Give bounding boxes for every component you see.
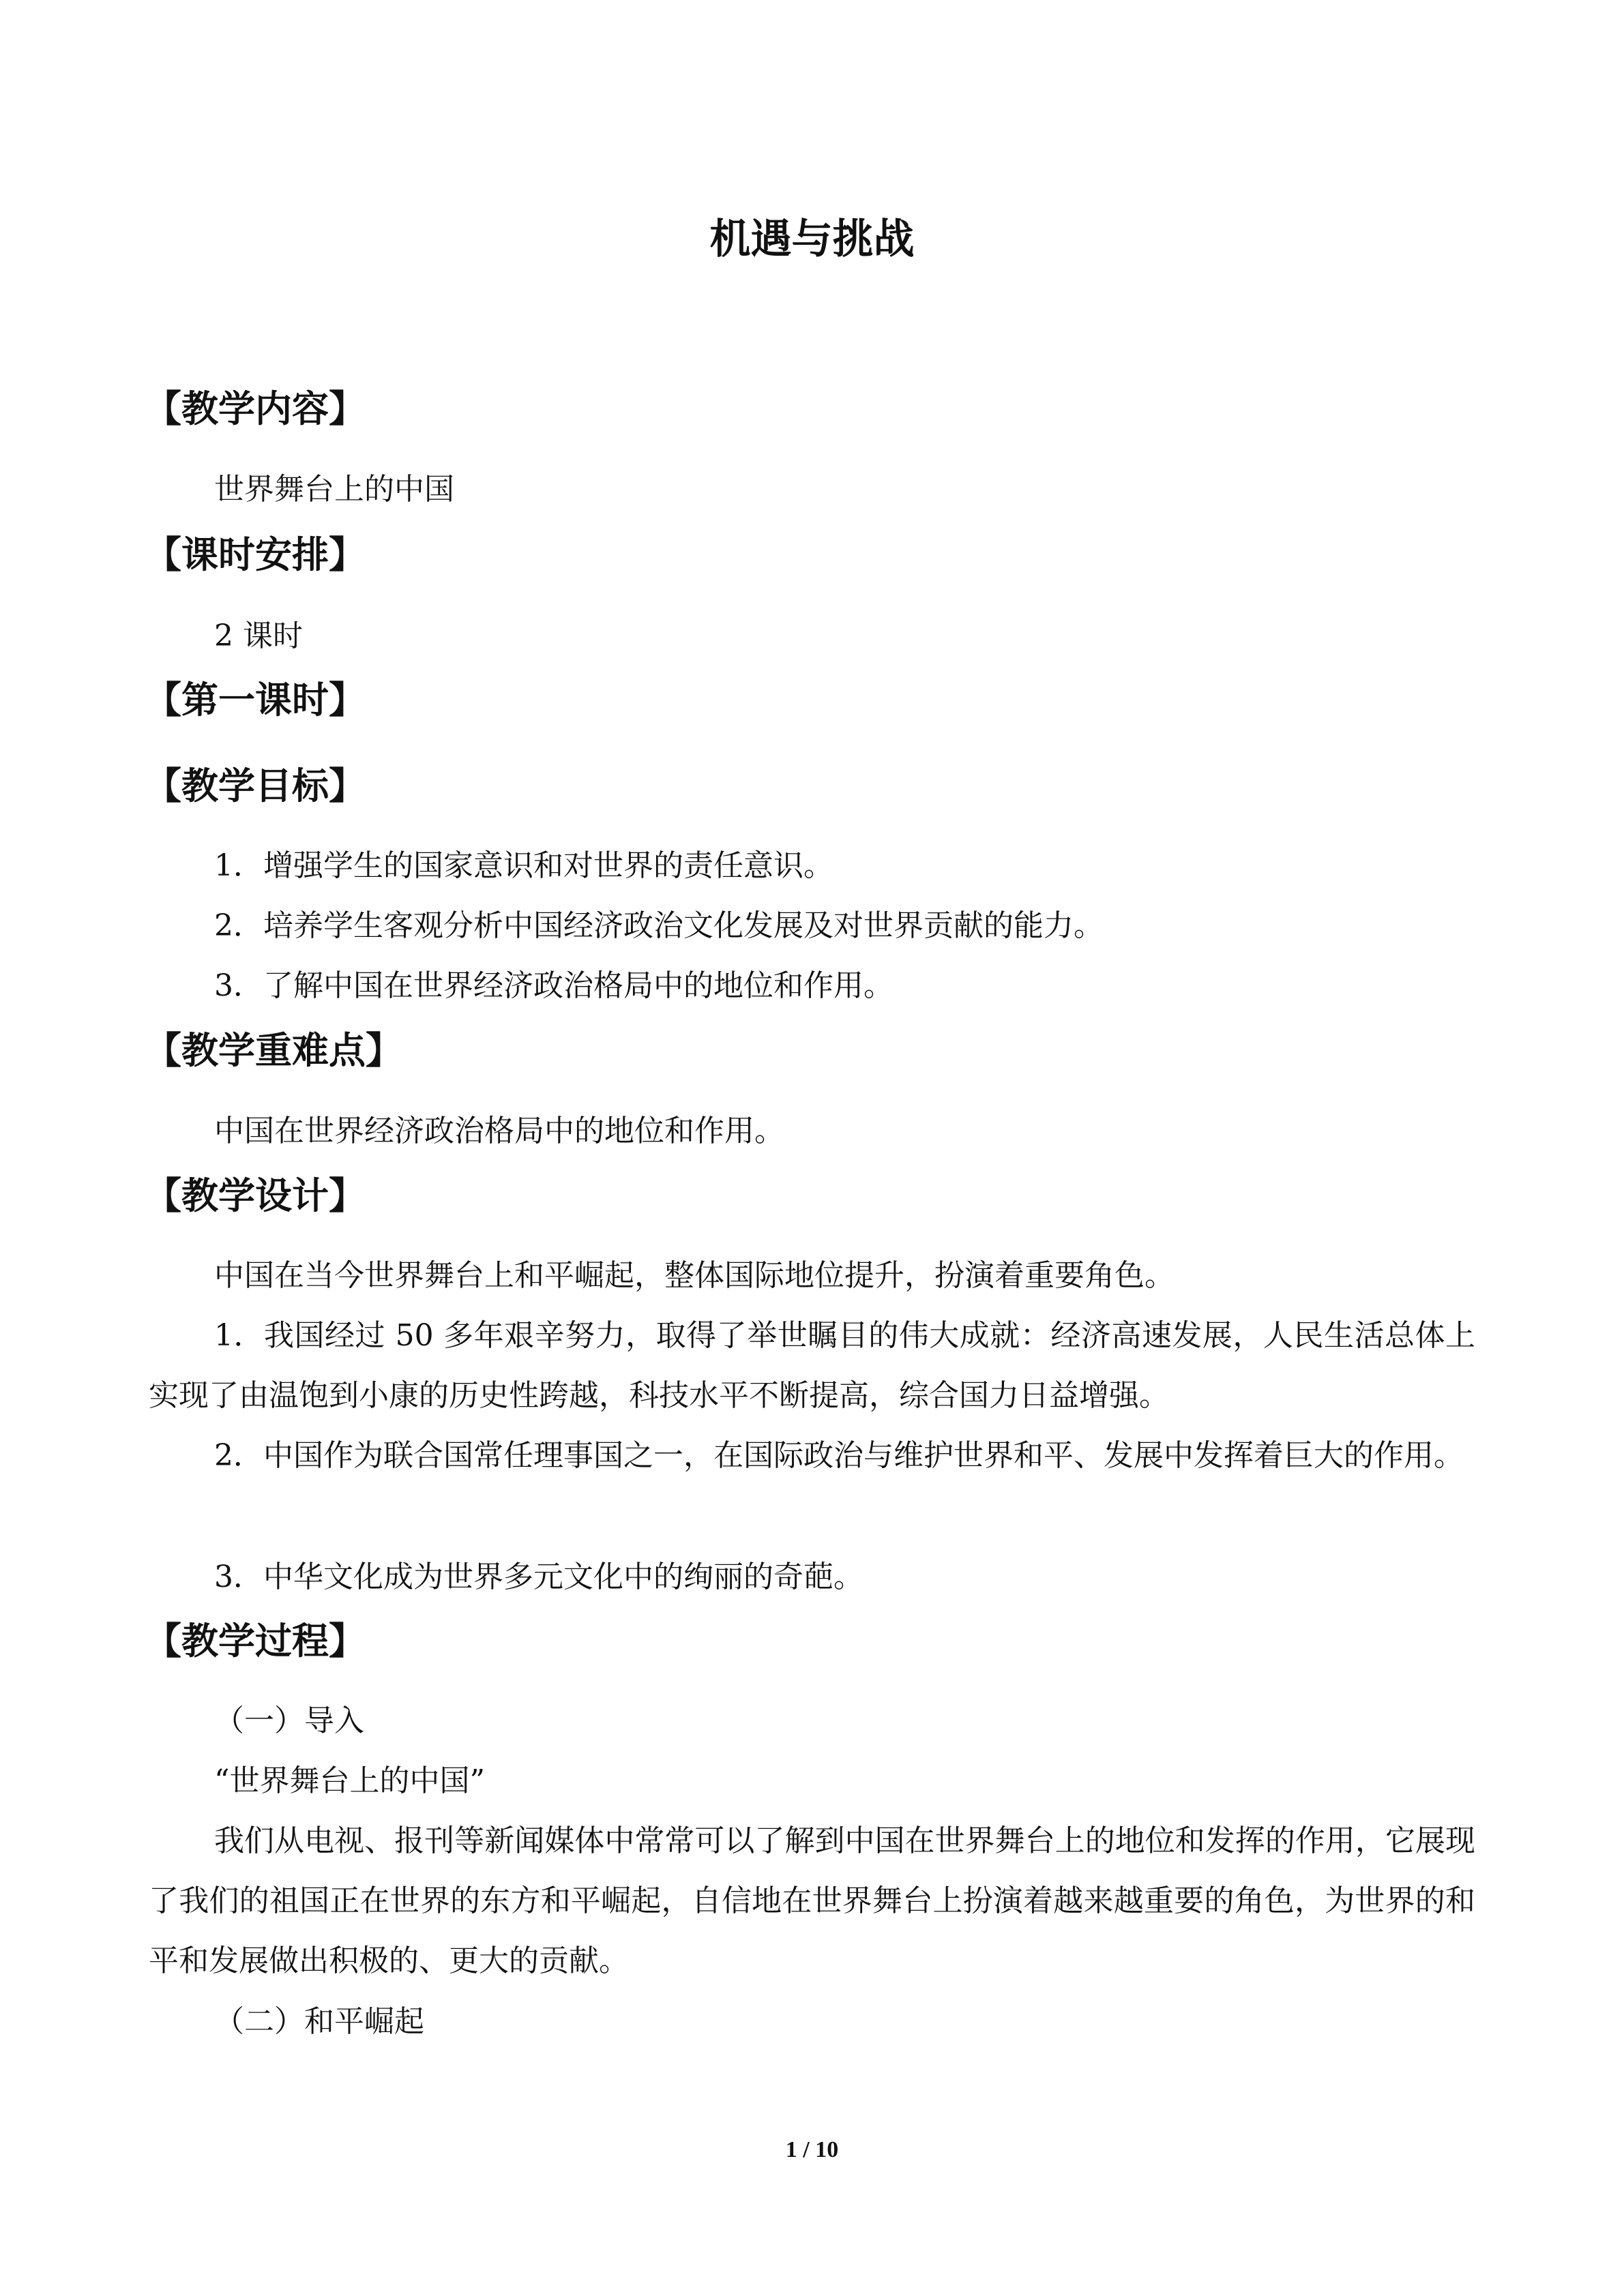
heading-teaching-design: 【教学设计】 [145, 1174, 366, 1217]
goal-item-2: 2．培养学生客观分析中国经济政治文化发展及对世界贡献的能力。 [214, 908, 1104, 943]
heading-key-points: 【教学重难点】 [145, 1029, 402, 1072]
heading-first-lesson: 【第一课时】 [145, 679, 366, 721]
process-paragraph: 我们从电视、报刊等新闻媒体中常常可以了解到中国在世界舞台上的地位和发挥的作用，它展现了我们的祖国正在世界的东方和平崛起，自信地在世界舞台上扮演着越来越重要的角色，为世界的和平和发展做出积极的、更大的贡献。 [149, 1823, 1475, 1978]
design-intro-text: 中国在当今世界舞台上和平崛起，整体国际地位提升，扮演着重要角色。 [214, 1258, 1175, 1293]
class-schedule-text: 2 课时 [214, 618, 303, 653]
design-item-3: 3．中华文化成为世界多元文化中的绚丽的奇葩。 [214, 1560, 863, 1594]
heading-teaching-goals: 【教学目标】 [145, 764, 366, 807]
design-item-1: 1．我国经过 50 多年艰辛努力，取得了举世瞩目的伟大成就：经济高速发展，人民生活总体上实现了由温饱到小康的历史性跨越，科技水平不断提高，综合国力日益增强。 [149, 1318, 1475, 1413]
process-step-rise: （二）和平崛起 [214, 2004, 424, 2039]
heading-class-schedule: 【课时安排】 [145, 533, 366, 576]
key-points-text: 中国在世界经济政治格局中的地位和作用。 [214, 1114, 784, 1148]
heading-teaching-content: 【教学内容】 [145, 387, 366, 430]
design-item-2: 2．中国作为联合国常任理事国之一，在国际政治与维护世界和平、发展中发挥着巨大的作用。 [214, 1438, 1464, 1473]
goal-item-3: 3．了解中国在世界经济政治格局中的地位和作用。 [214, 968, 894, 1003]
heading-teaching-process: 【教学过程】 [145, 1620, 366, 1663]
document-title: 机遇与挑战 [709, 215, 915, 263]
process-step-intro: （一）导入 [214, 1703, 364, 1738]
page-number: 1 / 10 [785, 2137, 839, 2162]
goal-item-1: 1．增强学生的国家意识和对世界的责任意识。 [214, 848, 833, 883]
process-quote: “世界舞台上的中国” [214, 1763, 485, 1798]
teaching-content-text: 世界舞台上的中国 [214, 472, 454, 507]
